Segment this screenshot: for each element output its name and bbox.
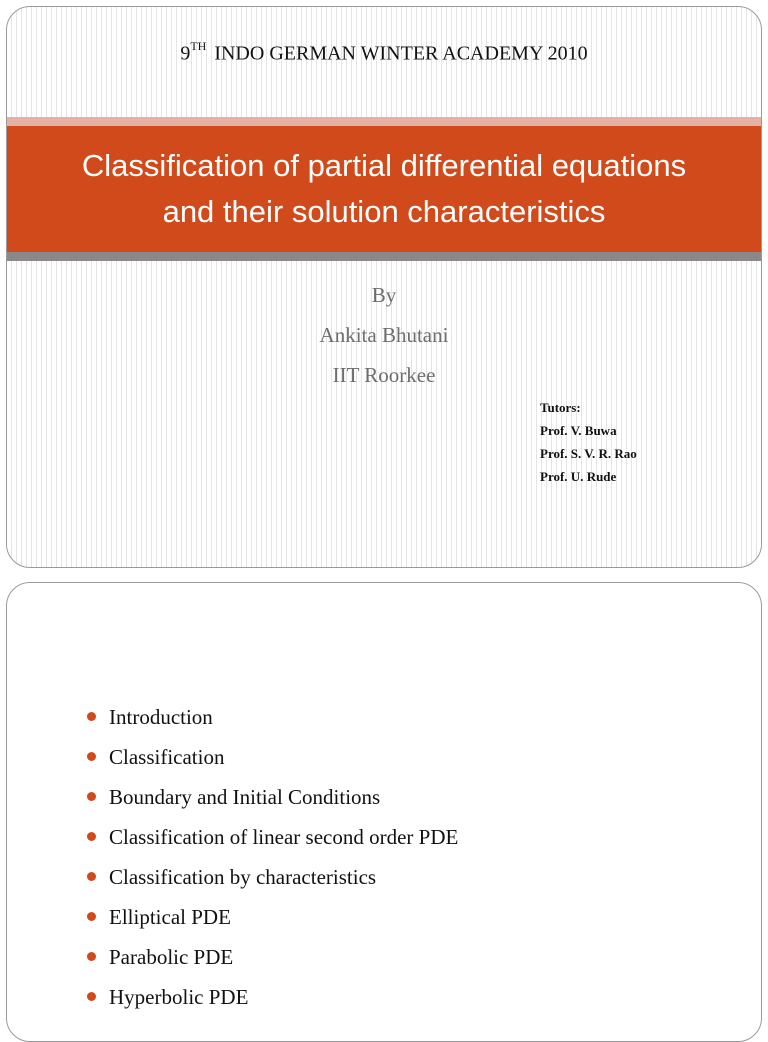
outline-item	[85, 737, 458, 777]
bullet-dot-icon	[87, 712, 96, 721]
title-band	[7, 126, 761, 252]
outline-item	[85, 817, 458, 857]
academy-ordinal-number: 9	[180, 42, 191, 65]
bullet-dot-icon	[87, 952, 96, 961]
outline-item	[85, 977, 458, 1017]
bullet-dot-icon	[87, 872, 96, 881]
academy-heading	[7, 41, 761, 66]
academy-name: INDO GERMAN WINTER ACADEMY 2010	[214, 42, 588, 65]
tutors-label: Tutors:	[540, 400, 581, 415]
academy-ordinal-suffix: TH	[190, 39, 207, 53]
outline-item-label: Parabolic PDE	[109, 945, 234, 969]
title-band-bottom-stripe	[7, 252, 761, 261]
outline-item-label: Hyperbolic PDE	[109, 985, 249, 1009]
outline-item-label: Elliptical PDE	[109, 905, 231, 929]
by-label: By	[371, 283, 397, 307]
slide-title: Classification of partial differential equations and their solution characteristics	[81, 148, 687, 229]
bullet-dot-icon	[87, 792, 96, 801]
bullet-dot-icon	[87, 832, 96, 841]
outline-item	[85, 937, 458, 977]
title-slide	[6, 6, 762, 568]
tutors-block	[540, 396, 637, 488]
outline-item-label: Classification of linear second order PDE	[109, 825, 459, 849]
tutor-item: Prof. V. Buwa	[540, 423, 617, 438]
tutor-item: Prof. U. Rude	[540, 469, 617, 484]
outline-item	[85, 777, 458, 817]
bullet-dot-icon	[87, 992, 96, 1001]
outline-item-label: Classification	[109, 745, 225, 769]
outline-slide	[6, 582, 762, 1042]
author-block	[7, 275, 761, 395]
bullet-dot-icon	[87, 912, 96, 921]
title-band-top-stripe	[7, 117, 761, 126]
outline-list	[85, 697, 458, 1017]
author-institution: IIT Roorkee	[332, 363, 436, 387]
outline-item	[85, 697, 458, 737]
tutor-item: Prof. S. V. R. Rao	[540, 446, 637, 461]
outline-item-label: Classification by characteristics	[109, 865, 377, 889]
outline-item	[85, 857, 458, 897]
bullet-dot-icon	[87, 752, 96, 761]
author-name: Ankita Bhutani	[319, 323, 449, 347]
outline-item-label: Boundary and Initial Conditions	[109, 785, 381, 809]
outline-item	[85, 897, 458, 937]
outline-item-label: Introduction	[109, 705, 213, 729]
